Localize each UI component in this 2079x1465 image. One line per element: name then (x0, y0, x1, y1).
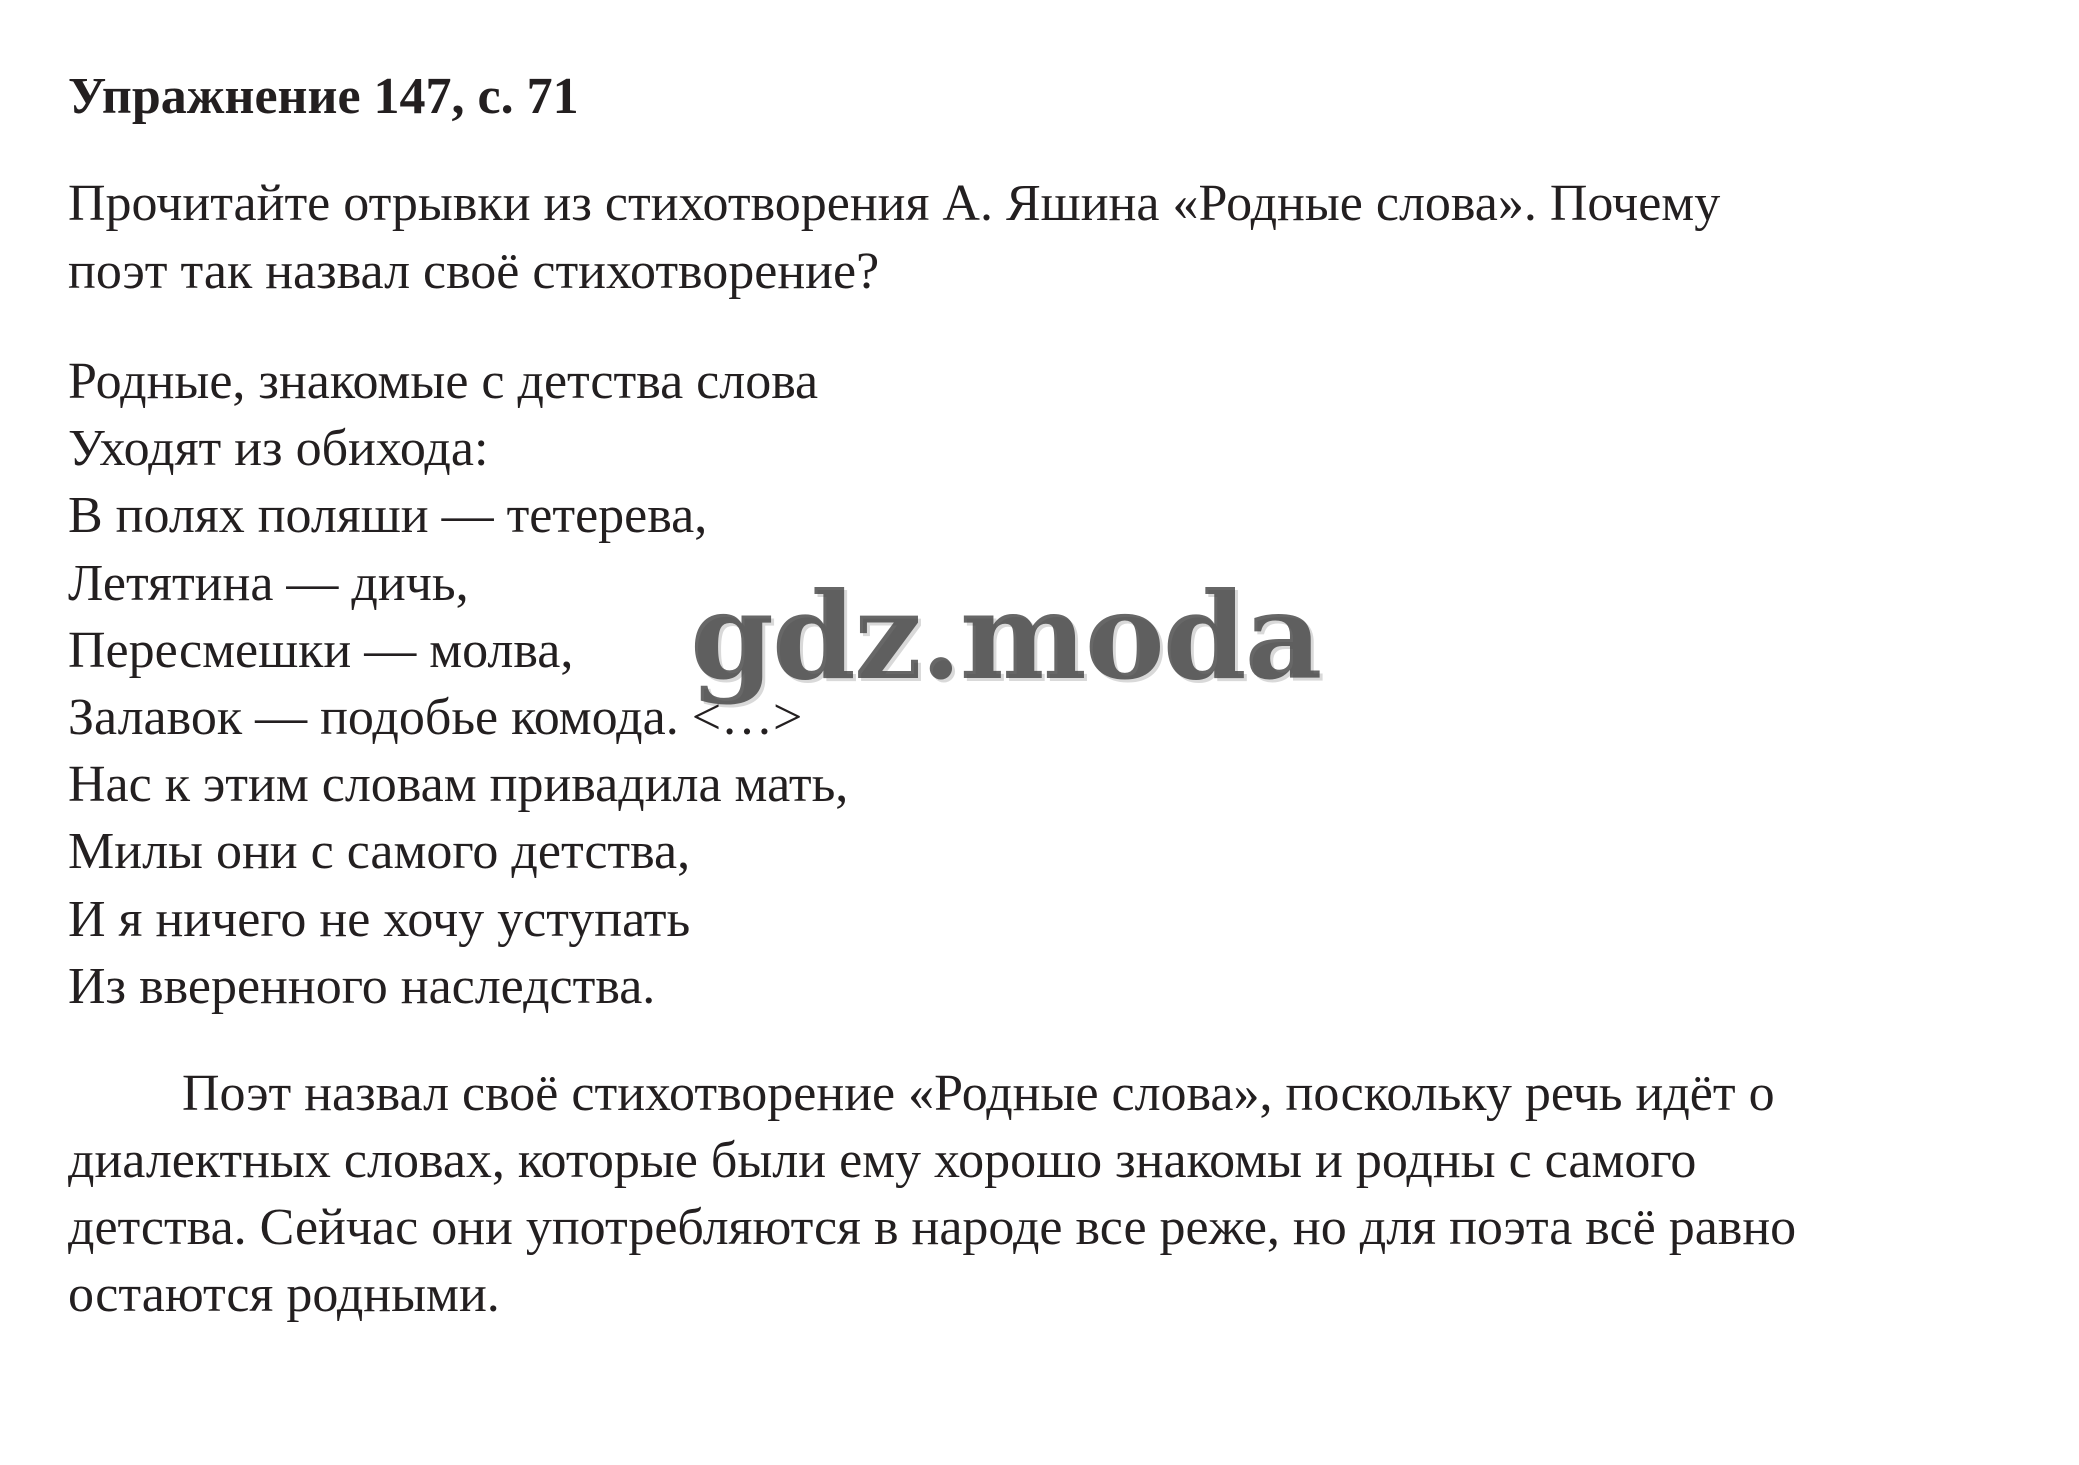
task-line: поэт так назвал своё стихотворение? (68, 243, 880, 300)
poem-line: Нас к этим словам привадила мать, (68, 756, 849, 814)
poem-line: В полях поляши — тетерева, (68, 487, 708, 545)
poem-line: Родные, знакомые с детства слова (68, 353, 819, 410)
poem-line: И я ничего не хочу уступать (68, 890, 691, 948)
exercise-title: Упражнение 147, с. 71 (68, 68, 579, 125)
poem-line: Пересмешки — молва, (68, 621, 574, 679)
answer-line: остаются родными. (68, 1266, 500, 1324)
poem-line: Милы они с самого детства, (68, 823, 691, 881)
poem-line: Уходят из обихода: (68, 420, 489, 478)
poem-line: Из вверенного наследства. (68, 957, 656, 1015)
poem-line: Залавок — подобье комода. <…> (68, 689, 803, 747)
answer-line: Поэт назвал своё стихотворение «Родные слова», поскольку речь идёт о (182, 1065, 1775, 1123)
poem-line: Летятина — дичь, (68, 554, 469, 612)
answer-text (68, 1060, 2028, 1328)
answer-line: детства. Сейчас они употребляются в народе все реже, но для поэта всё равно (68, 1199, 1797, 1257)
answer-line: диалектных словах, которые были ему хорошо знакомы и родны с самого (68, 1132, 1697, 1190)
watermark: gdz.moda (690, 566, 1321, 707)
task-line: Прочитайте отрывки из стихотворения А. Яшина «Родные слова». Почему (68, 175, 1721, 232)
task-text (68, 170, 2028, 306)
